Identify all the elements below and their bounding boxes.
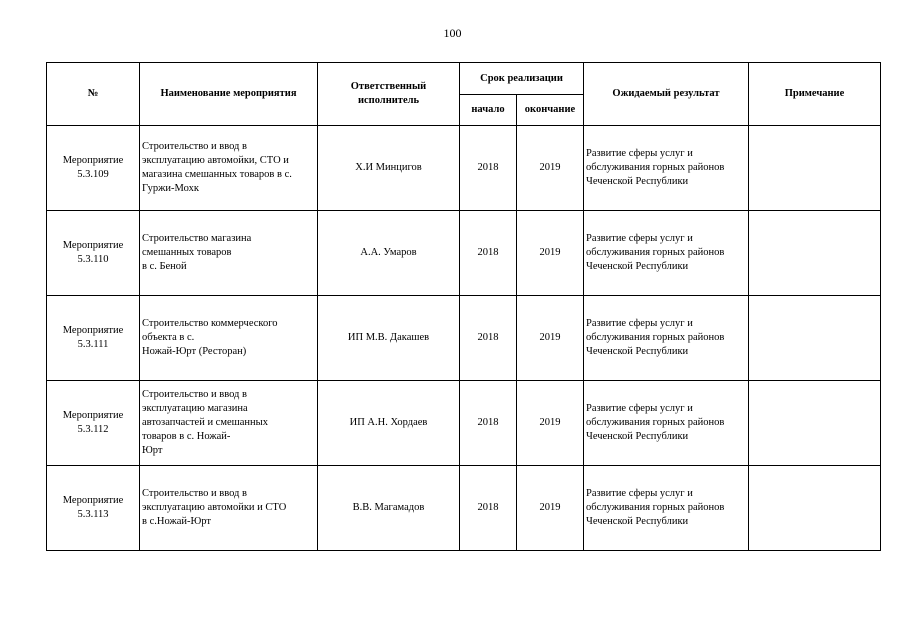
- measure-number-cell: [47, 126, 140, 211]
- measure-label: Мероприятие: [62, 410, 124, 421]
- start-year-cell: 2018: [460, 381, 517, 466]
- measure-name-cell: [140, 381, 318, 466]
- measure-name-line: смешанных товаров: [142, 247, 232, 258]
- end-year-cell: 2019: [517, 381, 584, 466]
- measure-name-line: товаров в с. Ножай-: [142, 431, 231, 442]
- end-year-cell: 2019: [517, 126, 584, 211]
- header-note: Примечание: [749, 63, 881, 126]
- expected-result-cell: [584, 381, 749, 466]
- measure-number-cell: [47, 466, 140, 551]
- end-year-cell: 2019: [517, 211, 584, 296]
- measure-name-line: магазина смешанных товаров в с.: [142, 169, 292, 180]
- measure-name-line: объекта в с.: [142, 332, 195, 343]
- header-name: Наименование мероприятия: [140, 63, 318, 126]
- measures-table: [46, 62, 881, 551]
- table-body: [47, 126, 881, 551]
- expected-result-line: Развитие сферы услуг и: [586, 403, 693, 414]
- expected-result-line: Развитие сферы услуг и: [586, 148, 693, 159]
- measure-code: 5.3.112: [77, 424, 109, 435]
- header-result: Ожидаемый результат: [584, 63, 749, 126]
- measure-name-line: в с.Ножай-Юрт: [142, 516, 211, 527]
- expected-result-cell: [584, 126, 749, 211]
- measure-code: 5.3.113: [77, 509, 109, 520]
- measure-number-cell: [47, 296, 140, 381]
- expected-result-cell: [584, 296, 749, 381]
- measure-name-line: Строительство и ввод в: [142, 141, 247, 152]
- expected-result-line: обслуживания горных районов: [586, 247, 725, 258]
- expected-result-line: Чеченской Республики: [586, 261, 689, 272]
- end-year-cell: 2019: [517, 296, 584, 381]
- measure-code: 5.3.110: [77, 254, 109, 265]
- expected-result-line: Чеченской Республики: [586, 346, 689, 357]
- measure-name-line: Юрт: [142, 445, 163, 456]
- start-year-cell: 2018: [460, 126, 517, 211]
- responsible-cell: ИП А.Н. Хордаев: [318, 381, 460, 466]
- note-cell: [749, 296, 881, 381]
- expected-result-line: Развитие сферы услуг и: [586, 318, 693, 329]
- expected-result-line: Развитие сферы услуг и: [586, 233, 693, 244]
- responsible-cell: В.В. Магамадов: [318, 466, 460, 551]
- header-num: №: [47, 63, 140, 126]
- header-responsible: [318, 63, 460, 126]
- measure-name-line: Строительство и ввод в: [142, 488, 247, 499]
- measure-label: Мероприятие: [62, 495, 124, 506]
- expected-result-line: Чеченской Республики: [586, 431, 689, 442]
- measure-name-line: автозапчастей и смешанных: [142, 417, 268, 428]
- note-cell: [749, 381, 881, 466]
- measure-name-line: эксплуатацию автомойки и СТО: [142, 502, 287, 513]
- measure-name-cell: [140, 466, 318, 551]
- expected-result-line: Развитие сферы услуг и: [586, 488, 693, 499]
- table-row: [47, 296, 881, 381]
- measure-code: 5.3.111: [77, 339, 109, 350]
- table-row: [47, 211, 881, 296]
- header-responsible-line2: исполнитель: [357, 95, 420, 106]
- measure-name-line: эксплуатацию магазина: [142, 403, 248, 414]
- expected-result-line: обслуживания горных районов: [586, 502, 725, 513]
- measure-name-cell: [140, 211, 318, 296]
- table-header: [47, 63, 881, 126]
- end-year-cell: 2019: [517, 466, 584, 551]
- expected-result-cell: [584, 211, 749, 296]
- measure-name-line: в с. Беной: [142, 261, 187, 272]
- header-end: окончание: [517, 95, 584, 126]
- measure-label: Мероприятие: [62, 325, 124, 336]
- expected-result-line: Чеченской Республики: [586, 516, 689, 527]
- page-number: 100: [443, 26, 462, 40]
- measure-number-cell: [47, 211, 140, 296]
- measure-name-line: эксплуатацию автомойки, СТО и: [142, 155, 289, 166]
- measure-name-line: Строительство и ввод в: [142, 389, 247, 400]
- table-row: [47, 126, 881, 211]
- measure-code: 5.3.109: [77, 169, 109, 180]
- responsible-cell: Х.И Минцигов: [318, 126, 460, 211]
- start-year-cell: 2018: [460, 211, 517, 296]
- expected-result-line: обслуживания горных районов: [586, 417, 725, 428]
- note-cell: [749, 466, 881, 551]
- expected-result-line: обслуживания горных районов: [586, 332, 725, 343]
- note-cell: [749, 211, 881, 296]
- measure-number-cell: [47, 381, 140, 466]
- start-year-cell: 2018: [460, 296, 517, 381]
- note-cell: [749, 126, 881, 211]
- expected-result-cell: [584, 466, 749, 551]
- expected-result-line: Чеченской Республики: [586, 176, 689, 187]
- responsible-cell: ИП М.В. Дакашев: [318, 296, 460, 381]
- responsible-cell: А.А. Умаров: [318, 211, 460, 296]
- measure-name-cell: [140, 296, 318, 381]
- measure-name-line: Строительство магазина: [142, 233, 252, 244]
- measure-label: Мероприятие: [62, 155, 124, 166]
- header-period: Срок реализации: [460, 63, 584, 95]
- header-responsible-line1: Ответственный: [350, 81, 427, 92]
- measure-name-cell: [140, 126, 318, 211]
- expected-result-line: обслуживания горных районов: [586, 162, 725, 173]
- measure-label: Мероприятие: [62, 240, 124, 251]
- header-start: начало: [460, 95, 517, 126]
- measure-name-line: Ножай-Юрт (Ресторан): [142, 346, 247, 357]
- measure-name-line: Строительство коммерческого: [142, 318, 278, 329]
- start-year-cell: 2018: [460, 466, 517, 551]
- table-row: [47, 381, 881, 466]
- measure-name-line: Гуржи-Мохк: [142, 183, 199, 194]
- table-row: [47, 466, 881, 551]
